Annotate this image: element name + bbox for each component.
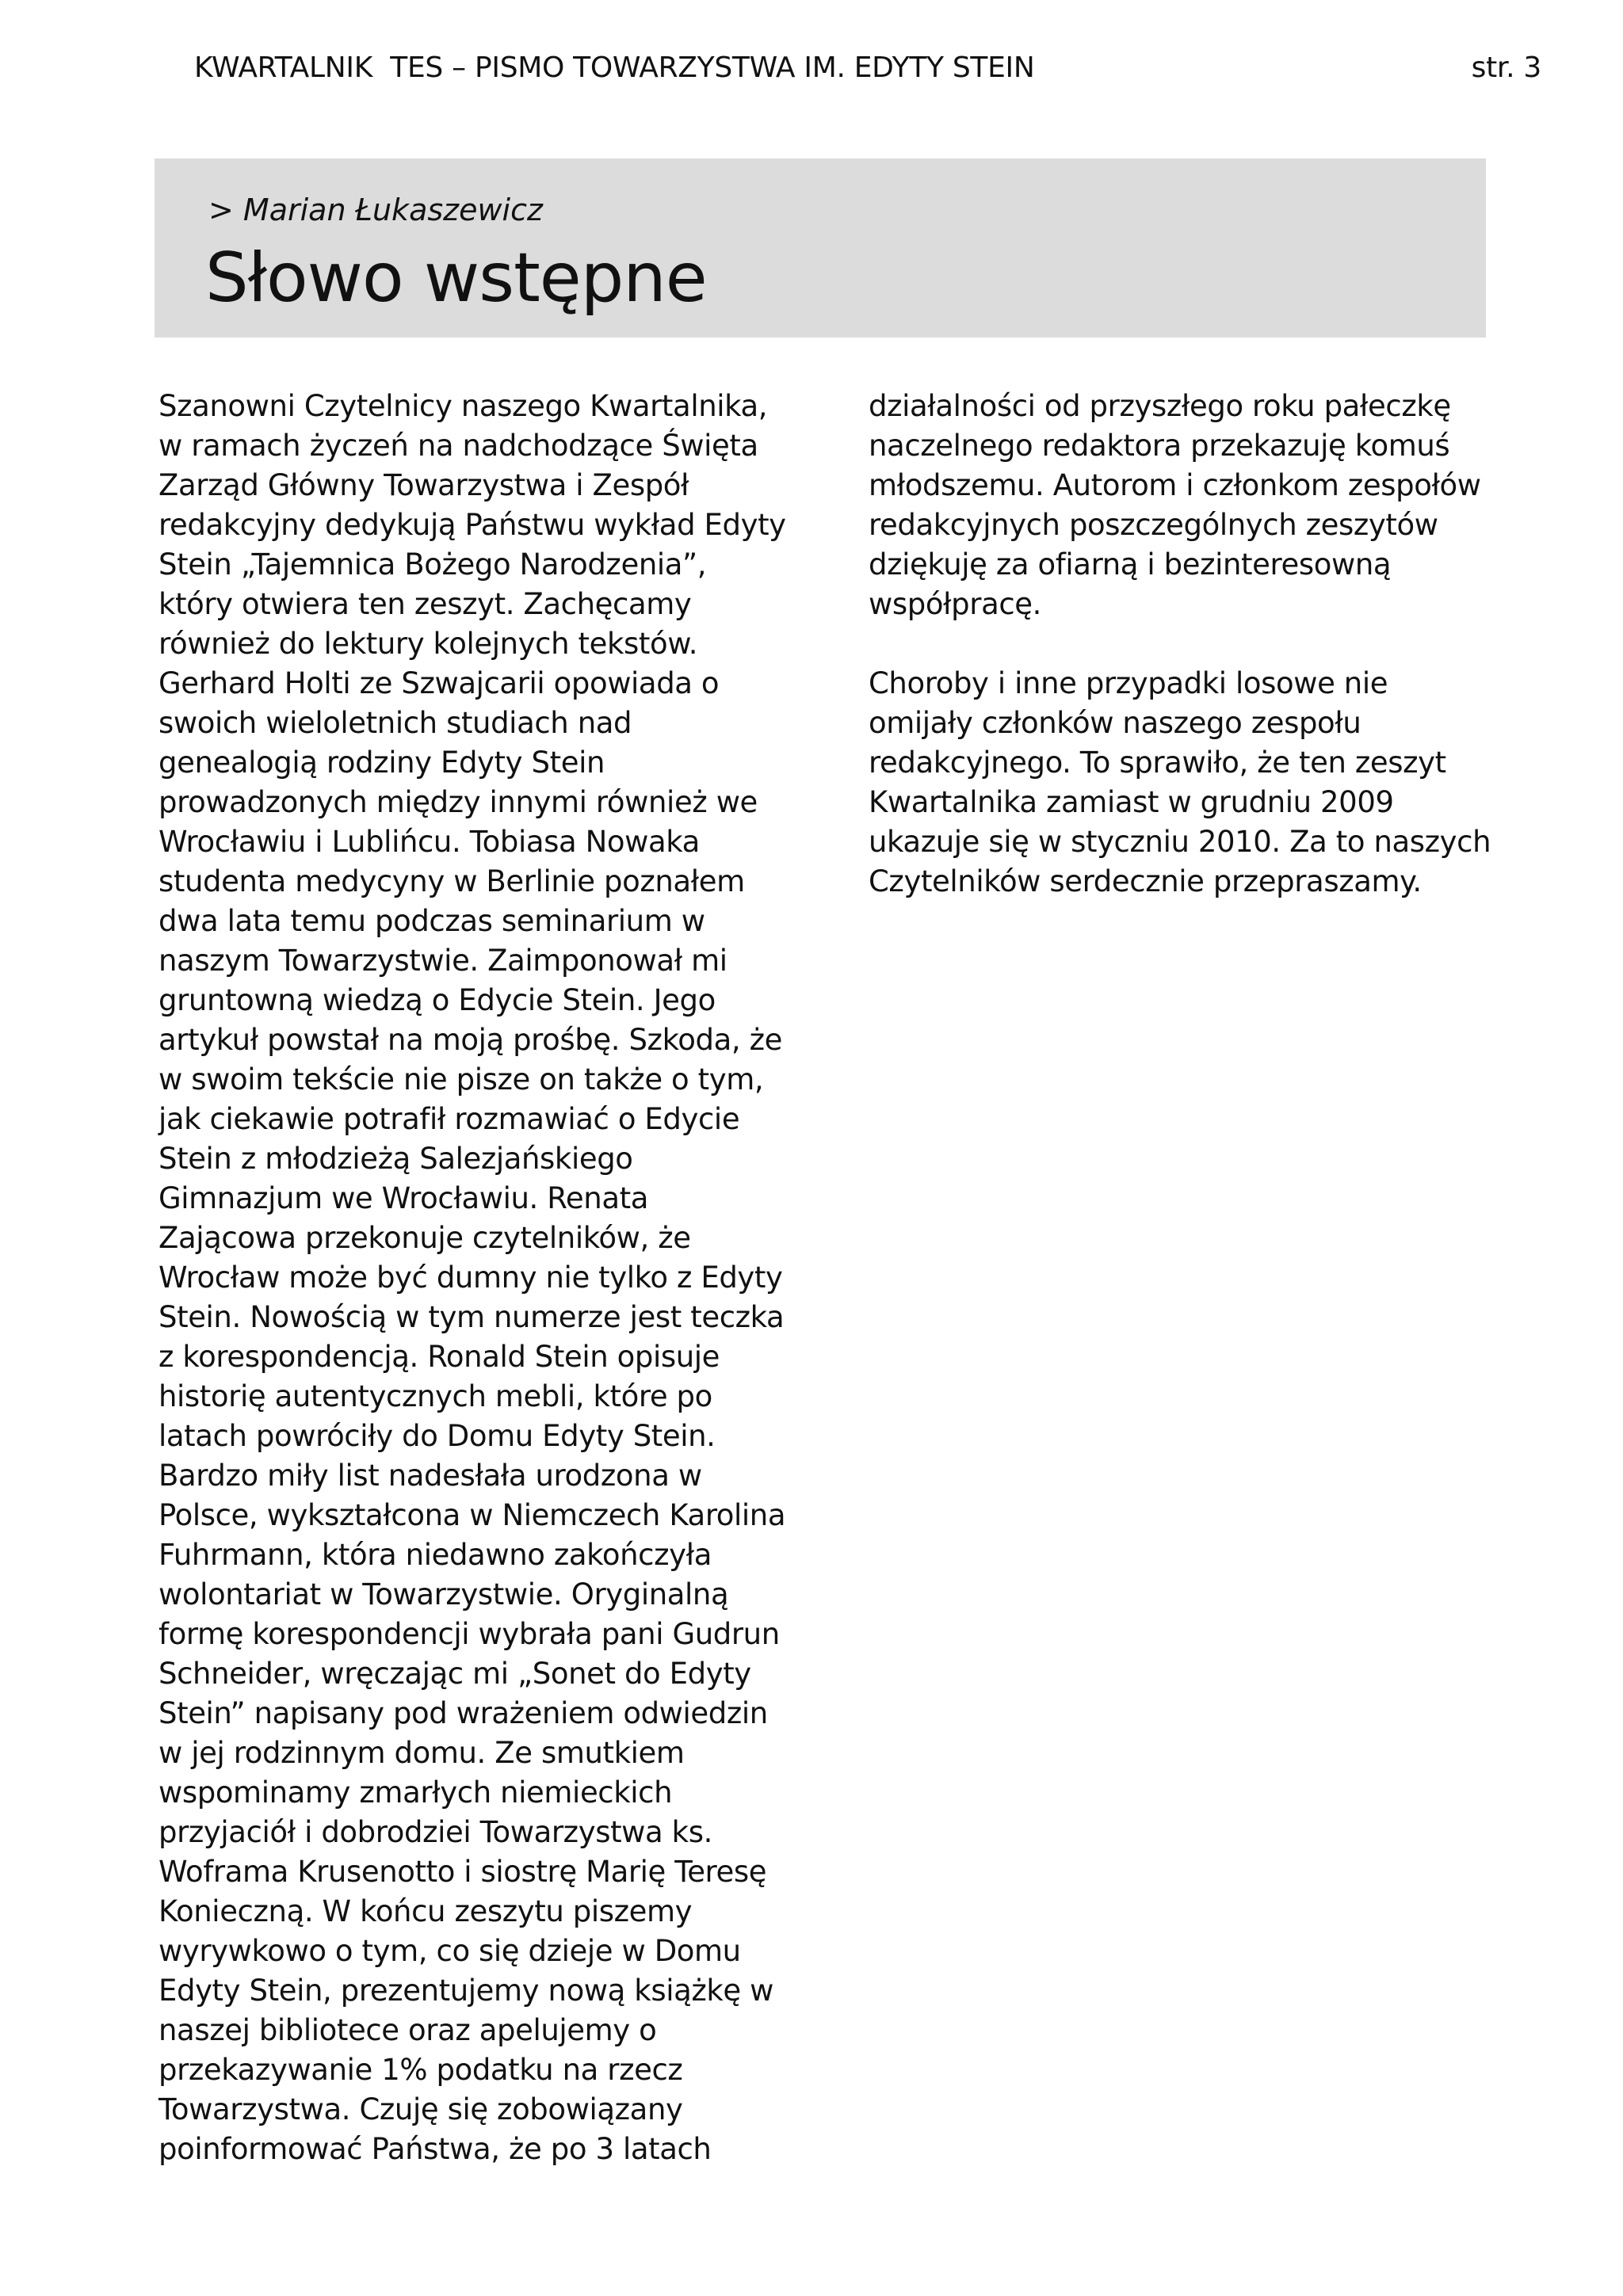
article-paragraph: działalności od przyszłego roku pałeczkę naczelnego redaktora przekazuję komuś młodszemu. Autorom i członkom zespołów redakcyjnych poszczególnych zeszytów dziękuję za ofiarną i bezinteresowną współpracę. [869,389,1481,621]
article-title-box [155,158,1486,338]
article-column-left [158,387,792,2169]
article-author: > Marian Łukaszewicz [208,193,543,227]
page-number: str. 3 [1471,51,1541,84]
running-header [194,49,1541,87]
article-paragraph: Szanowni Czytelnicy naszego Kwartalnika, w ramach życzeń na nadchodzące Święta Zarząd Główny Towarzystwa i Zespół redakcyjny dedykują Państwu wykład Edyty Stein „Tajemnica Bożego Narodzenia”, który otwiera ten zeszyt. Zachęcamy również do lektury kolejnych tekstów. Gerhard Holti ze Szwajcarii opowiada o swoich wieloletnich studiach nad genealogią rodziny Edyty Stein prowadzonych między innymi również we Wrocławiu i Lublińcu. Tobiasa Nowaka studenta medycyny w Berlinie poznałem dwa lata temu podczas seminarium w naszym Towarzystwie. Zaimponował mi gruntowną wiedzą o Edycie Stein. Jego artykuł powstał na moją prośbę. Szkoda, że w swoim tekście nie pisze on także o tym, jak ciekawie potrafił rozmawiać o Edycie Stein z młodzieżą Salezjańskiego Gimnazjum we Wrocławiu. Renata Zającowa przekonuje czytelników, że Wrocław może być dumny nie tylko z Edyty Stein. Nowością w tym numerze jest teczka z korespondencją. Ronald Stein opisuje historię autentycznych mebli, które po latach powróciły do Domu Edyty Stein. Bardzo miły list nadesłała urodzona w Polsce, wykształcona w Niemczech Karolina Fuhrmann, która niedawno zakończyła wolontariat w Towarzystwie. Oryginalną formę korespondencji wybrała pani Gudrun Schneider, wręczając mi „Sonet do Edyty Stein” napisany pod wrażeniem odwiedzin w jej rodzinnym domu. Ze smutkiem wspominamy zmarłych niemieckich przyjaciół i dobrodziei Towarzystwa ks. Woframa Krusenotto i siostrę Marię Teresę Konieczną. W końcu zeszytu piszemy wyrywkowo o tym, co się dzieje w Domu Edyty Stein, prezentujemy nową książkę w naszej bibliotece oraz apelujemy o przekazywanie 1% podatku na rzecz Towarzystwa. Czuję się zobowiązany poinformować Państwa, że po 3 latach [158,389,786,2166]
journal-title: KWARTALNIK TES – PISMO TOWARZYSTWA IM. EDYTY STEIN [194,51,1035,84]
article-paragraph: Choroby i inne przypadki losowe nie omijały członków naszego zespołu redakcyjnego. To sprawiło, że ten zeszyt Kwartalnika zamiast w grudniu 2009 ukazuje się w styczniu 2010. Za to naszych Czytelników serdecznie przepraszamy. [869,666,1491,898]
article-title: Słowo wstępne [205,238,707,318]
article-column-right [869,387,1503,902]
